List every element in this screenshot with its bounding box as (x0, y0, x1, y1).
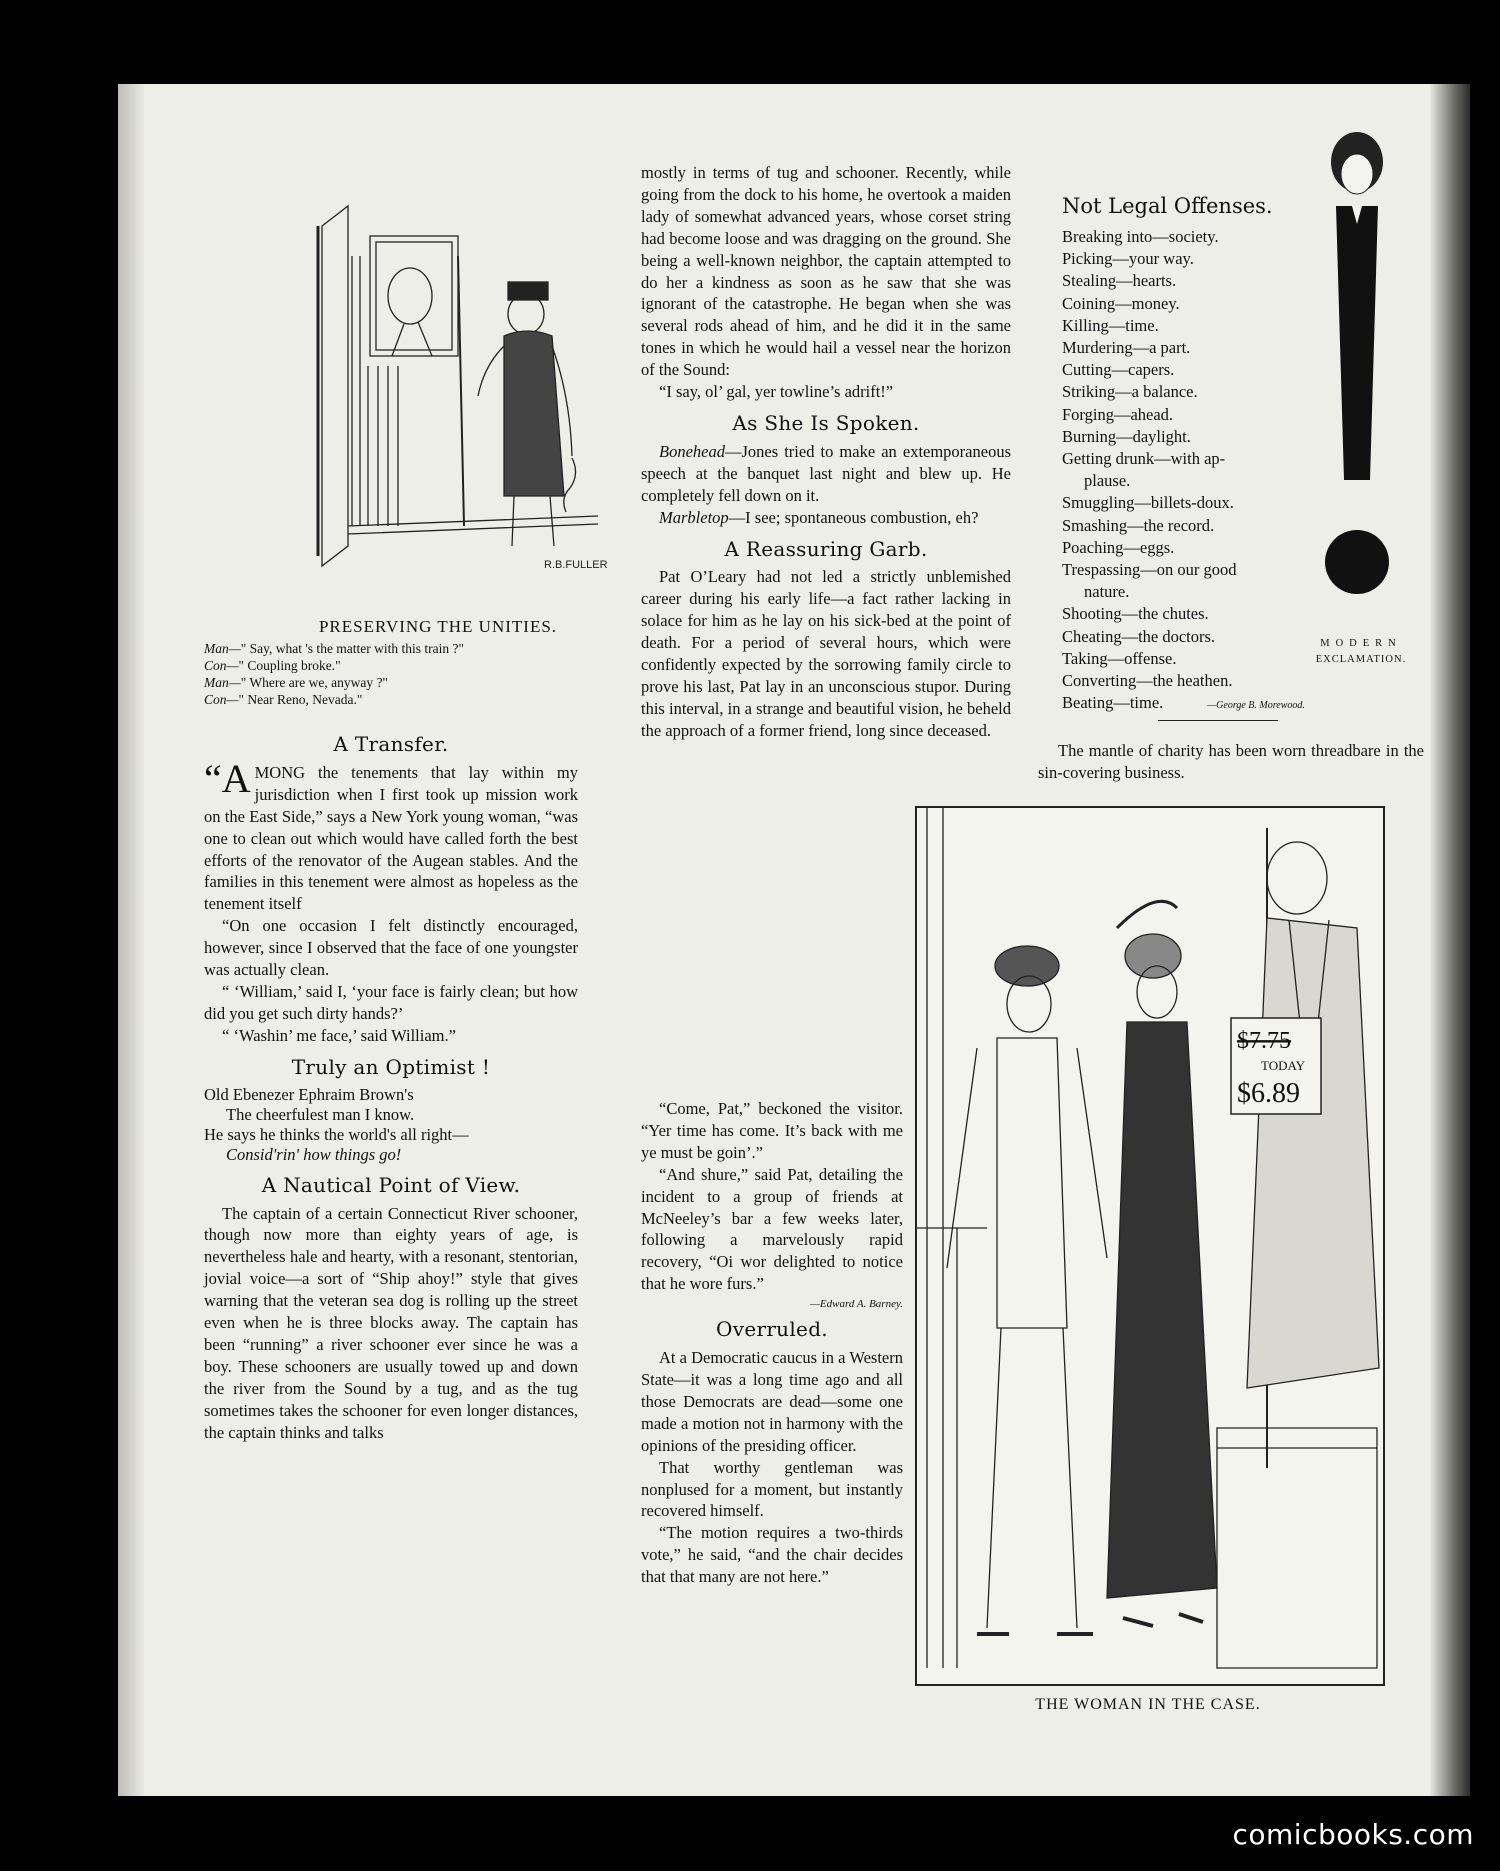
middle-column (641, 162, 1011, 742)
list-item: Cheating—the doctors. (1062, 626, 1216, 646)
spoken-paragraph: Bonehead—Jones tried to make an extemporaneous speech at the banquet last night and blew up. He completely fell down on it. (641, 441, 1011, 505)
magazine-page (118, 84, 1470, 1796)
list-item: Striking—a balance. (1062, 382, 1198, 402)
cartoon-dialog (204, 640, 564, 708)
overruled-paragraph: “The motion requires a two-thirds vote,” he said, “and the chair decides that that many are not here.” (641, 1523, 903, 1587)
dialog-line: Man—" Where are we, anyway ?" (204, 675, 388, 690)
garb-paragraph: “Come, Pat,” beckoned the visitor. “Yer time has come. It’s back with me ye must be goin’.” (641, 1099, 903, 1162)
list-item: Smuggling—billets-doux. (1062, 493, 1234, 513)
list-item: nature. (1084, 582, 1130, 602)
garb-title: A Reassuring Garb. (724, 536, 928, 561)
legal-credit: —George B. Morewood. (1207, 700, 1305, 712)
price-old: $7.75 (1237, 1028, 1291, 1054)
train-cartoon-drawing (308, 196, 628, 572)
transfer-paragraph: “AMONG the tenements that lay within my jurisdiction when I first took up mission work on the East Side,” says a New York young woman, “was one to clean out which would have called forth the best efforts of the renovator of the Augean stables. And the families in this tenement were almost as hopeless as the tenement itself (204, 755, 578, 914)
list-item: Trespassing—on our good (1062, 560, 1237, 580)
legal-title: Not Legal Offenses. (1062, 194, 1273, 218)
garb-paragraph: Pat O’Leary had not led a strictly unblemished career during his early life—a fact rather lacking in solace for him as he lay on his sick-bed at the point of death. For a period of several hours, which were confidently expected by the sorrowing family circle to prove his last, Pat lay in an unconscious stupor. During this interval, in a strange and beautiful vision, he beheld the approach of a former friend, long since deceased. (641, 567, 1011, 740)
optimist-poem: Old Ebenezer Ephraim Brown's The cheerfulest man I know. He says he thinks the world's all right— Consid'rin' how things go! (204, 1084, 469, 1164)
left-column (204, 728, 578, 1443)
page-gutter-left (118, 84, 144, 1796)
list-item: Stealing—hearts. (1062, 271, 1177, 291)
transfer-paragraph: “On one occasion I felt distinctly encouraged, however, since I observed that the face of one youngster was actually clean. (204, 916, 578, 980)
drop-cap: “A (204, 755, 251, 801)
list-item: Taking—offense. (1062, 648, 1177, 668)
nautical-paragraph: The captain of a certain Connecticut River schooner, though now more than eighty years of age, is nevertheless hale and hearty, with a resonant, stentorian, jovial voice—a sort of “Ship ahoy!” style that gives warning that the veteran sea dog is rolling up the street even when he is three blocks away. The captain has been “running” a river schooner ever since he was a boy. These schooners are usually towed up and down the river from the Sound by a tug, and as the tug sometimes takes the schooner for even longer distances, the captain thinks and talks (204, 1203, 578, 1442)
overruled-title: Overruled. (716, 1317, 828, 1342)
list-item: Murdering—a part. (1062, 338, 1191, 358)
dialog-line: Con—" Near Reno, Nevada." (204, 692, 363, 707)
site-watermark: comicbooks.com (1232, 1818, 1474, 1851)
optimist-title: Truly an Optimist ! (291, 1054, 491, 1079)
list-item: Coining—money. (1062, 293, 1180, 313)
list-item: Getting drunk—with ap- (1062, 449, 1226, 469)
nautical-paragraph: “I say, ol’ gal, yer towline’s adrift!” (659, 382, 894, 402)
dialog-line: Man—" Say, what 's the matter with this train ?" (204, 641, 465, 656)
woman-cartoon (915, 806, 1385, 1686)
cartoonist-signature: R.B.FULLER (544, 559, 608, 571)
train-cartoon (308, 196, 628, 572)
overruled-paragraph: That worthy gentleman was nonplused for a moment, but instantly recovered himself. (641, 1457, 903, 1521)
train-cartoon-caption: PRESERVING THE UNITIES. (318, 617, 558, 636)
list-item: Cutting—capers. (1062, 360, 1175, 380)
nautical-title: A Nautical Point of View. (261, 1172, 521, 1197)
list-item: Burning—daylight. (1062, 426, 1191, 446)
nautical-paragraph-continued: mostly in terms of tug and schooner. Recently, while going from the dock to his home, he overtook a maiden lady of somewhat advanced years, whose corset string had become loose and was dragging on the ground. She being a well-known neighbor, the captain attempted to do her a kindness as soon as he saw that she was ignorant of the catastrophe. He began when she was several rods ahead of him, and he did it in the same tones in which he would hail a vessel near the horizon of the Sound: (641, 163, 1011, 380)
mantle-paragraph: The mantle of charity has been worn threadbare in the sin-covering business. (1038, 741, 1424, 782)
garb-paragraph: “And shure,” said Pat, detailing the incident to a group of friends at McNeeley’s bar a few weeks later, following a marvelously rapid recovery, “Oi wor delighted to notice that he wore furs.” (641, 1164, 903, 1294)
list-item: Beating—time. —George B. Morewood. (1062, 693, 1305, 713)
divider (1158, 720, 1278, 721)
exclamation-figure (1306, 120, 1408, 620)
list-item: Picking—your way. (1062, 249, 1194, 269)
list-item: Breaking into—society. (1062, 227, 1219, 246)
list-item: Forging—ahead. (1062, 404, 1174, 424)
overruled-paragraph: At a Democratic caucus in a Western State—it was a long time ago and all those Democrats are dead—some one made a motion not in harmony with the opinions of the presiding officer. (641, 1348, 903, 1455)
list-item: plause. (1084, 471, 1131, 491)
price-today-label: TODAY (1261, 1058, 1306, 1073)
exclamation-drawing (1306, 120, 1408, 620)
spoken-title: As She Is Spoken. (732, 410, 920, 435)
transfer-title: A Transfer. (333, 732, 449, 756)
woman-cartoon-drawing (917, 808, 1383, 1684)
dialog-line: Con—" Coupling broke." (204, 658, 341, 673)
transfer-paragraph: “ ‘William,’ said I, ‘your face is fairly clean; but how did you get such dirty hands?’ (204, 981, 578, 1023)
price-new: $6.89 (1237, 1078, 1300, 1109)
transfer-paragraph: “ ‘Washin’ me face,’ said William.” (222, 1025, 456, 1045)
page-gutter-right (1430, 84, 1470, 1796)
legal-list (1062, 226, 1322, 717)
middle-column-narrow (641, 1098, 903, 1588)
spoken-paragraph: Marbletop—I see; spontaneous combustion, eh? (659, 507, 979, 527)
woman-cartoon-caption: THE WOMAN IN THE CASE. (1035, 1696, 1261, 1713)
list-item: Converting—the heathen. (1062, 671, 1233, 691)
garb-credit: —Edward A. Barney. (810, 1298, 903, 1311)
list-item: Smashing—the record. (1062, 515, 1215, 535)
exclamation-caption: MODERN EXCLAMATION. (1315, 638, 1407, 665)
list-item: Shooting—the chutes. (1062, 604, 1209, 624)
list-item: Killing—time. (1062, 315, 1159, 335)
list-item: Poaching—eggs. (1062, 537, 1175, 557)
